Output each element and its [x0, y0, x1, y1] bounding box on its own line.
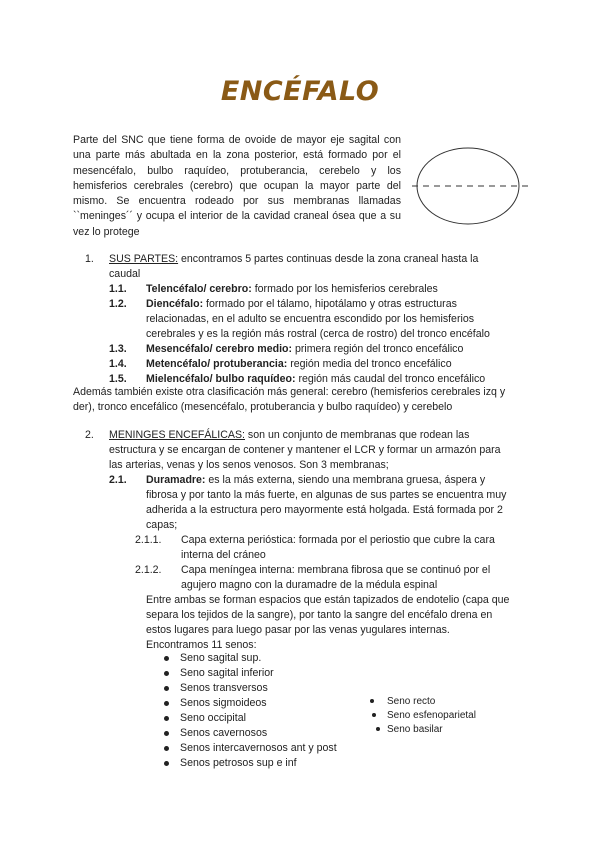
- seno-item-right: Seno recto: [387, 696, 436, 707]
- item-number: 1.3.: [109, 343, 127, 355]
- item-number: 1.4.: [109, 358, 127, 370]
- item-1-1: [109, 282, 127, 297]
- item-desc: formado por los hemisferios cerebrales: [251, 283, 438, 295]
- section-1-extra-a: Además también existe otra clasificación más general: cerebro (hemisferios cerebrales izq y: [73, 386, 506, 398]
- seno-item: Seno sagital sup.: [180, 652, 262, 664]
- section-2-text-a: son un conjunto de membranas que rodean las: [244, 429, 470, 441]
- item-label: Telencéfalo/ cerebro:: [146, 283, 252, 295]
- duramadre-label: Duramadre:: [146, 474, 206, 486]
- item-number: 1.1.: [109, 283, 127, 295]
- duramadre-text-d: capas;: [146, 519, 178, 531]
- item-1-2-cont2: cerebrales y es la región más rostral (cerca de rostro) del tronco encéfalo: [146, 328, 490, 340]
- item-label: Diencéfalo:: [146, 298, 204, 310]
- duramadre-line-a: [146, 473, 527, 488]
- seno-item: Senos intercavernosos ant y post: [180, 742, 337, 754]
- item-desc: región media del tronco encefálico: [287, 358, 452, 370]
- item-desc: primera región del tronco encefálico: [292, 343, 464, 355]
- layer-1-text-b: interna del cráneo: [181, 549, 266, 561]
- layer-2-text-a: Capa meníngea interna: membrana fibrosa que se continuó por el: [181, 564, 491, 576]
- ovoid-diagram: [410, 138, 530, 238]
- between-d: Encontramos 11 senos:: [146, 639, 257, 651]
- seno-item: Seno sagital inferior: [180, 667, 274, 679]
- bullet-icon: [164, 686, 169, 691]
- bullet-icon: [164, 656, 169, 661]
- item-1-3: [109, 342, 127, 357]
- layer-1-text-a: Capa externa perióstica: formada por el periostio que cubre la cara: [181, 534, 495, 546]
- layer-2-text-b: agujero magno con la duramadre de la médula espinal: [181, 579, 438, 591]
- bullet-icon: [372, 713, 376, 717]
- section-1-line-a: [109, 252, 527, 267]
- section-2-text-c: las arterias, venas y los senos venosos. Son 3 membranas;: [109, 459, 389, 471]
- section-2-number: 2.: [85, 429, 94, 441]
- layer-1-number: 2.1.1.: [135, 534, 162, 546]
- item-label: Mielencéfalo/ bulbo raquídeo:: [146, 373, 296, 385]
- seno-item-right: Seno basilar: [387, 724, 443, 735]
- item-1-4: [109, 357, 127, 372]
- section-2-heading: MENINGES ENCEFÁLICAS:: [109, 429, 245, 441]
- section-1-extra-b: der), tronco encefálico (mesencéfalo, protuberancia y bulbo raquídeo) y cerebelo: [73, 401, 453, 413]
- duramadre-number: [109, 473, 127, 488]
- item-number: 1.5.: [109, 373, 127, 385]
- item-1-2: [109, 297, 127, 312]
- layer-2-number: 2.1.2.: [135, 564, 162, 576]
- seno-item: Seno occipital: [180, 712, 246, 724]
- section-1-text-b: caudal: [109, 268, 141, 280]
- sub-number: 2.1.: [109, 474, 127, 486]
- bullet-icon: [164, 701, 169, 706]
- seno-item: Senos cavernosos: [180, 727, 268, 739]
- bullet-icon: [164, 716, 169, 721]
- seno-item-right: Seno esfenoparietal: [387, 710, 476, 721]
- item-number: 1.2.: [109, 298, 127, 310]
- item-1-2-cont1: relacionadas, en el adulto se encuentra escondido por los hemisferios: [146, 313, 475, 325]
- bullet-icon: [376, 727, 380, 731]
- between-a: Entre ambas se forman espacios que están tapizados de endotelio (capa que: [146, 594, 510, 606]
- page-title: ENCÉFALO: [220, 76, 380, 107]
- between-c: estos lugares para luego pasar por las venas yugulares internas.: [146, 624, 450, 636]
- duramadre-text-b: fibrosa y por tanto la más fuerte, en algunas de sus partes se encuentra muy: [146, 489, 507, 501]
- seno-item: Senos petrosos sup e inf: [180, 757, 297, 769]
- item-1-3-text: [146, 342, 463, 357]
- duramadre-text-c: adherida a la estructura pero mayormente está holgada. Está formada por 2: [146, 504, 503, 516]
- between-b: separa los tejidos de la sangre), por tanto la sangre del encéfalo drena en: [146, 609, 493, 621]
- intro-paragraph: Parte del SNC que tiene forma de ovoide de mayor eje sagital con una parte más abultada en la zona posterior, está formado por el mesencéfalo, bulbo raquídeo, protuberancia, cerebelo y los hemisferios cerebrales (cerebro) que ocupan la mayor parte del mismo. Se encuentra rodeado por sus membranas llamadas ``meninges´´ y ocupa el interior de la cavidad craneal ósea que a su vez lo protege: [73, 134, 401, 238]
- bullet-icon: [164, 731, 169, 736]
- item-label: Mesencéfalo/ cerebro medio:: [146, 343, 293, 355]
- section-2-text-b: estructura y se encargan de contener y mantener el LCR y formar un armazón para: [109, 444, 501, 456]
- bullet-icon: [370, 699, 374, 703]
- bullet-icon: [164, 746, 169, 751]
- seno-item: Senos sigmoideos: [180, 697, 267, 709]
- item-label: Metencéfalo/ protuberancia:: [146, 358, 288, 370]
- duramadre-text-a: es la más externa, siendo una membrana gruesa, áspera y: [205, 474, 486, 486]
- section-1-number: 1.: [85, 253, 94, 265]
- bullet-icon: [164, 761, 169, 766]
- section-1-heading: SUS PARTES:: [109, 253, 179, 265]
- item-desc: formado por el tálamo, hipotálamo y otras estructuras: [203, 298, 457, 310]
- section-1-text-a: encontramos 5 partes continuas desde la zona craneal hasta la: [178, 253, 479, 265]
- section-2-line-a: [109, 428, 527, 443]
- item-1-2-text: [146, 297, 527, 312]
- item-1-1-text: [146, 282, 438, 297]
- item-1-4-text: [146, 357, 452, 372]
- seno-item: Senos transversos: [180, 682, 268, 694]
- item-desc: región más caudal del tronco encefálico: [295, 373, 486, 385]
- bullet-icon: [164, 671, 169, 676]
